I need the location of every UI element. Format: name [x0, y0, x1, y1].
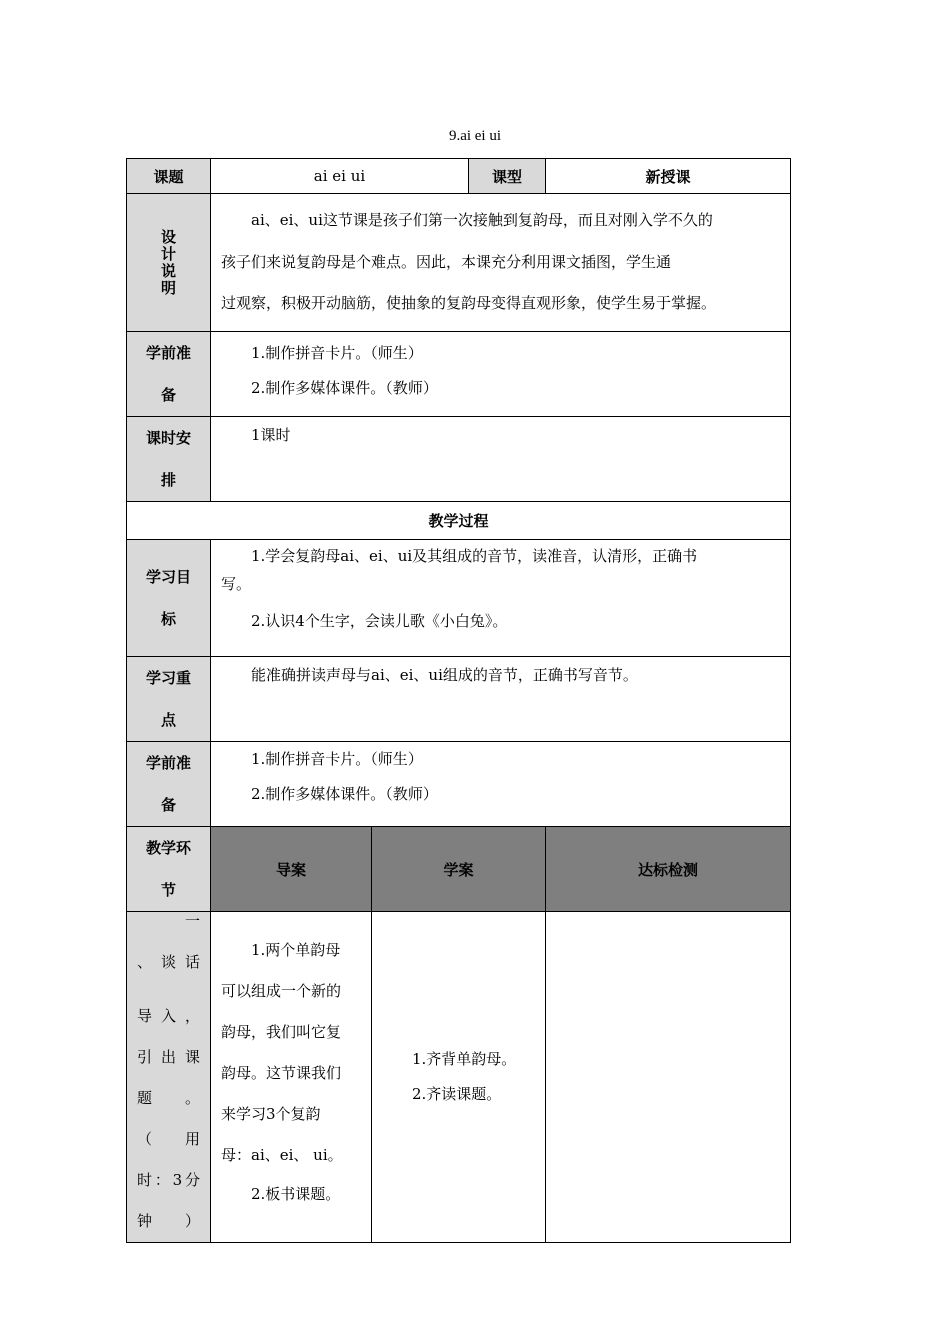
row-process-header — [127, 502, 791, 540]
row-step1 — [127, 912, 791, 1243]
goals-line-1: 1.学会复韵母ai、ei、ui及其组成的音节，读准音，认清形，正确书 — [251, 547, 698, 565]
label-design-1: 设 — [160, 227, 176, 246]
prep2-item-2: 2.制作多媒体课件。（教师） — [251, 785, 438, 803]
lesson-plan-table — [126, 158, 791, 1243]
step1-guide-1: 1.两个单韵母 — [251, 941, 341, 959]
step1-study-1: 1.齐背单韵母。 — [412, 1050, 517, 1068]
step1-label-2: 、谈话 — [137, 953, 202, 971]
label-key-2: 点 — [160, 711, 176, 729]
label-prep1-1: 学前准 — [145, 344, 191, 362]
row-time — [127, 417, 791, 502]
step1-study — [372, 912, 546, 1243]
label-goals-1: 学习目 — [145, 568, 191, 586]
row-key — [127, 657, 791, 742]
step1-guide-3: 韵母，我们叫它复 — [221, 1023, 342, 1041]
label-prep1 — [127, 332, 211, 417]
label-design-3: 说 — [160, 261, 176, 280]
goals-line-3: 2.认识4个生字，会读儿歌《小白兔》。 — [251, 612, 508, 630]
prep1-item-2: 2.制作多媒体课件。（教师） — [251, 379, 438, 397]
step1-guide-2: 可以组成一个新的 — [221, 982, 342, 1000]
label-prep1-2: 备 — [160, 386, 176, 404]
label-goals-2: 标 — [160, 610, 176, 628]
row-topic — [127, 159, 791, 194]
design-text — [211, 194, 791, 332]
label-goals — [127, 540, 211, 657]
column-guide: 导案 — [211, 827, 372, 912]
row-prep1 — [127, 332, 791, 417]
label-topic: 课题 — [127, 159, 211, 194]
row-design — [127, 194, 791, 332]
step1-label-3: 导入， — [137, 1007, 202, 1025]
step1-label — [127, 912, 211, 1243]
step1-guide-6: 母：ai、ei、 ui。 — [221, 1146, 343, 1164]
goals-content — [211, 540, 791, 657]
label-time — [127, 417, 211, 502]
prep1-item-1: 1.制作拼音卡片。（师生） — [251, 344, 423, 362]
key-value: 能准确拼读声母与ai、ei、ui组成的音节，正确书写音节。 — [251, 666, 638, 684]
prep2-item-1: 1.制作拼音卡片。（师生） — [251, 750, 423, 768]
label-prep2-1: 学前准 — [145, 754, 191, 772]
topic-value: ai ei ui — [211, 159, 469, 194]
step1-label-7: 时：3分 — [137, 1171, 202, 1189]
step1-study-2: 2.齐读课题。 — [412, 1085, 502, 1103]
prep2-content — [211, 742, 791, 827]
label-time-2: 排 — [160, 471, 176, 489]
row-goals — [127, 540, 791, 657]
row-prep2 — [127, 742, 791, 827]
step1-label-1: 一 — [184, 912, 202, 930]
key-content — [211, 657, 791, 742]
step1-label-6: （ 用 — [137, 1130, 202, 1148]
label-type: 课型 — [469, 159, 546, 194]
step1-label-5: 题 。 — [137, 1089, 202, 1107]
label-design-4: 明 — [160, 278, 176, 297]
step1-check — [546, 912, 791, 1243]
time-value: 1课时 — [251, 426, 291, 444]
label-time-1: 课时安 — [145, 429, 191, 447]
process-header: 教学过程 — [127, 502, 791, 540]
design-line-1: ai、ei、ui这节课是孩子们第一次接触到复韵母，而且对刚入学不久的 — [251, 211, 713, 229]
label-columns-2: 节 — [160, 881, 176, 899]
label-columns-1: 教学环 — [145, 839, 191, 857]
label-columns — [127, 827, 211, 912]
column-check: 达标检测 — [546, 827, 791, 912]
label-prep2 — [127, 742, 211, 827]
design-line-2: 孩子们来说复韵母是个难点。因此，本课充分利用课文插图，学生通 — [221, 253, 672, 271]
label-design — [127, 194, 211, 332]
row-columns — [127, 827, 791, 912]
document-title: 9.ai ei ui — [448, 128, 502, 144]
step1-label-8: 钟） — [137, 1212, 202, 1230]
step1-guide — [211, 912, 372, 1243]
label-key — [127, 657, 211, 742]
prep1-content — [211, 332, 791, 417]
label-key-1: 学习重 — [145, 669, 191, 687]
step1-label-4: 引出课 — [137, 1048, 202, 1066]
label-prep2-2: 备 — [160, 796, 176, 814]
label-design-2: 计 — [160, 244, 176, 263]
type-value: 新授课 — [546, 159, 791, 194]
design-line-3: 过观察，积极开动脑筋，使抽象的复韵母变得直观形象，使学生易于掌握。 — [221, 294, 717, 312]
column-study: 学案 — [372, 827, 546, 912]
time-content — [211, 417, 791, 502]
goals-line-2: 写。 — [221, 575, 252, 593]
step1-guide-4: 韵母。这节课我们 — [221, 1064, 342, 1082]
step1-guide-5: 来学习3个复韵 — [221, 1105, 321, 1123]
step1-guide-7: 2.板书课题。 — [251, 1185, 341, 1203]
